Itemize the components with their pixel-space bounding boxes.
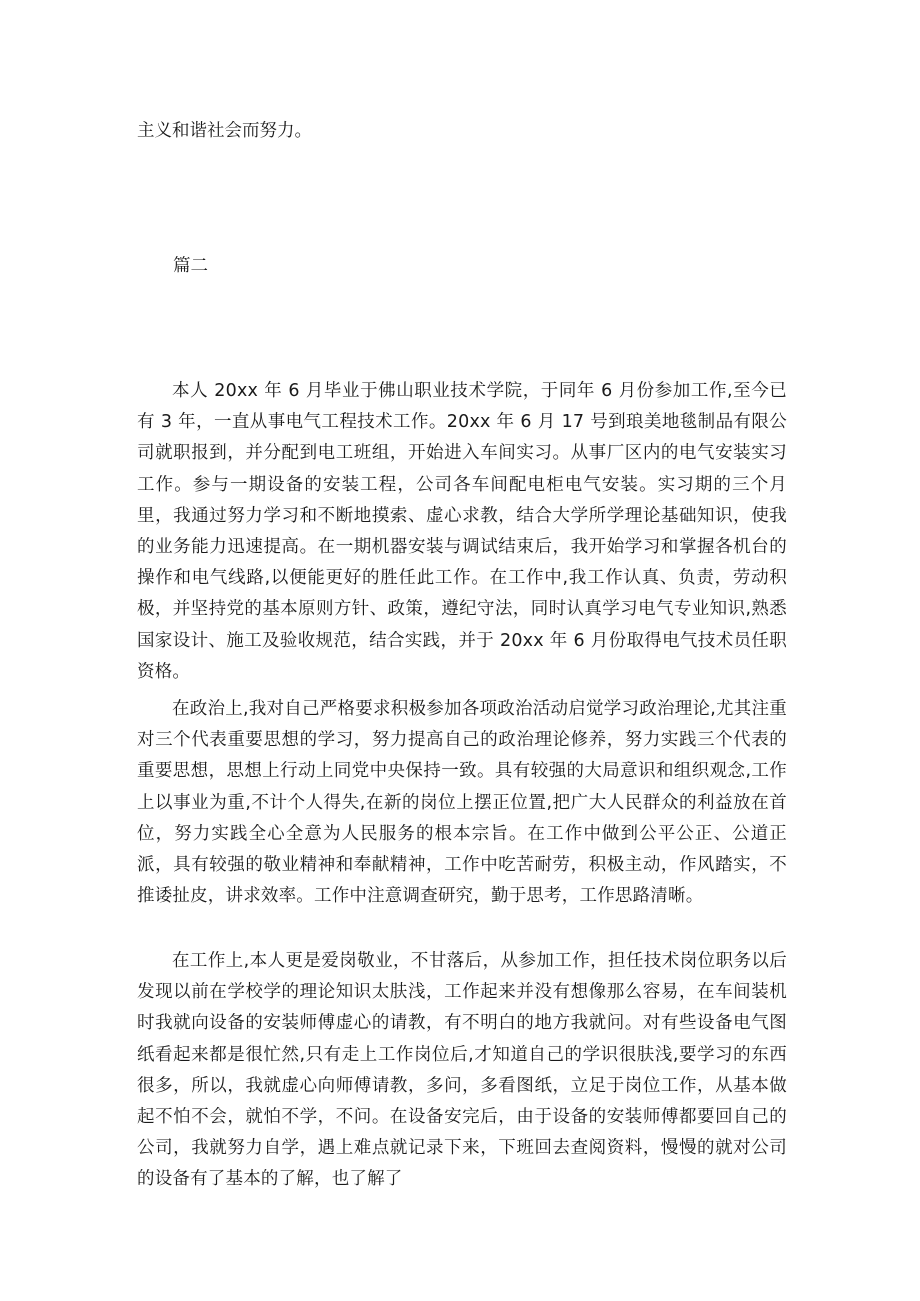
- body-paragraph-1: 本人 20xx 年 6 月毕业于佛山职业技术学院，于同年 6 月份参加工作,至今已有 3 年，一直从事电气工程技术工作。20xx 年 6 月 17 号到琅美地毯制品有限公司就职报到，并分配到电工班组，开始进入车间实习。从事厂区内的电气安装实习工作。参与一期设备的安装工程，公司各车间配电柜电气安装。实习期的三个月里，我通过努力学习和不断地摸索、虚心求教，结合大学所学理论基础知识，使我的业务能力迅速提高。在一期机器安装与调试结束后，我开始学习和掌握各机台的操作和电气线路,以便能更好的胜任此工作。在工作中,我工作认真、负责，劳动积极，并坚持党的基本原则方针、政策，遵纪守法，同时认真学习电气专业知识,熟悉国家设计、施工及验收规范，结合实践，并于 20xx 年 6 月份取得电气技术员任职资格。: [137, 381, 787, 682]
- section-heading: 篇二: [173, 256, 208, 276]
- body-paragraph-3: 在工作上,本人更是爱岗敬业，不甘落后，从参加工作，担任技术岗位职务以后发现以前在学校学的理论知识太肤浅，工作起来并没有想像那么容易，在车间装机时我就向设备的安装师傅虚心的请教，有不明白的地方我就问。对有些设备电气图纸看起来都是很忙然,只有走上工作岗位后,才知道自己的学识很肤浅,要学习的东西很多，所以，我就虚心向师傅请教，多问，多看图纸，立足于岗位工作，从基本做起不怕不会，就怕不学，不问。在设备安完后，由于设备的安装师傅都要回自己的公司，我就努力自学，遇上难点就记录下来，下班回去查阅资料，慢慢的就对公司的设备有了基本的了解，也了解了: [137, 951, 787, 1190]
- body-paragraph-2: 在政治上,我对自己严格要求积极参加各项政治活动启觉学习政治理论,尤其注重对三个代表重要思想的学习，努力提高自己的政治理论修养，努力实践三个代表的重要思想，思想上行动上同党中央保持一致。具有较强的大局意识和组织观念,工作上以事业为重,不计个人得失,在新的岗位上摆正位置,把广大人民群众的利益放在首位，努力实践全心全意为人民服务的根本宗旨。在工作中做到公平公正、公道正派，具有较强的敬业精神和奉献精神，工作中吃苦耐劳，积极主动，作风踏实，不推诿扯皮，讲求效率。工作中注意调查研究，勤于思考，工作思路清晰。: [137, 699, 787, 907]
- continuation-line: 主义和谐社会而努力。: [137, 121, 312, 141]
